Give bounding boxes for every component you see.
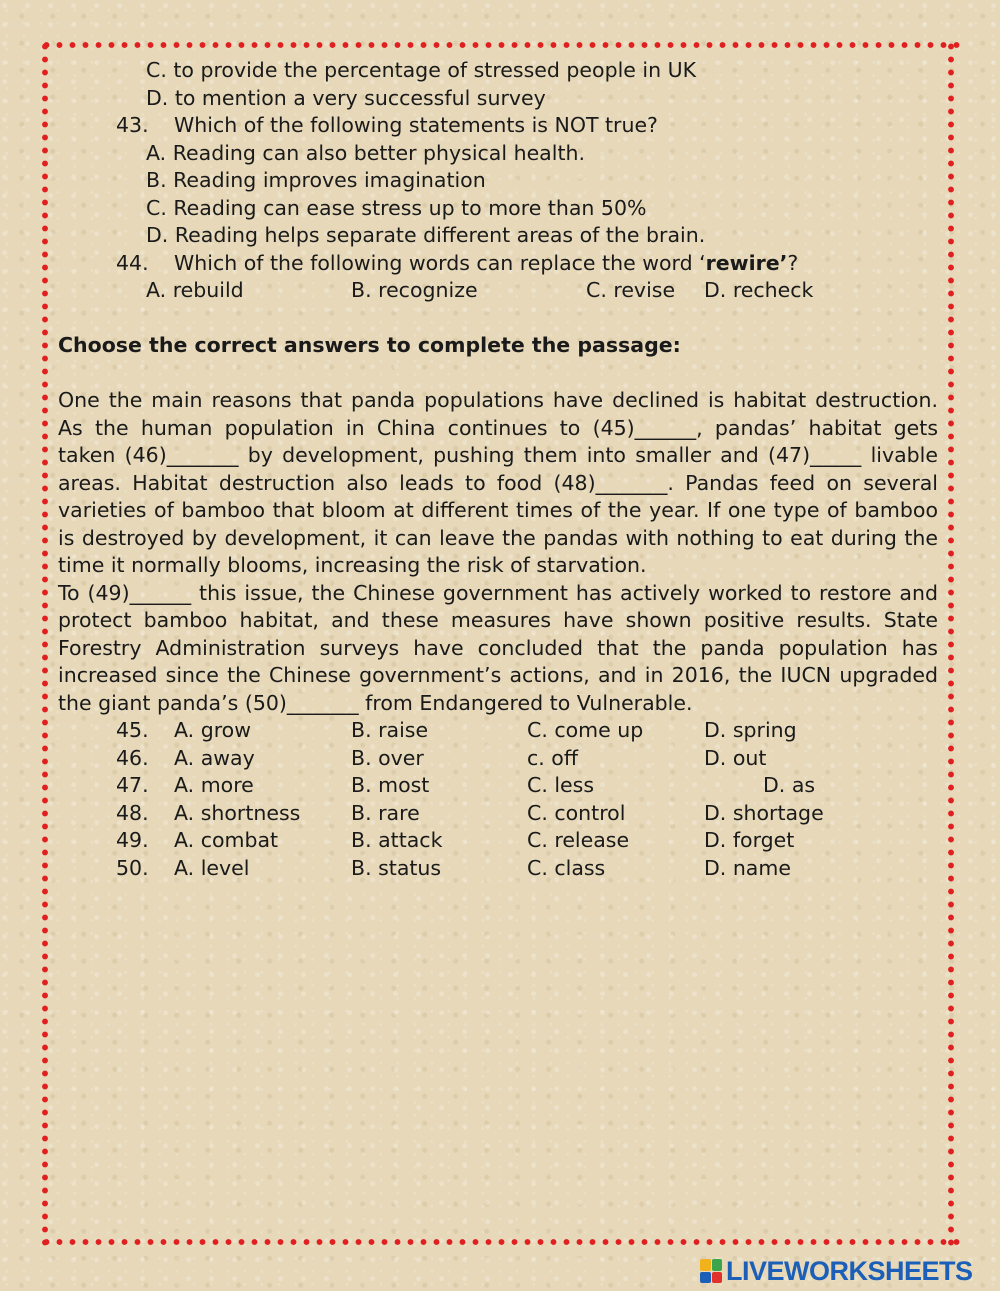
answer-number: 50. <box>116 855 149 880</box>
answer-row <box>58 827 938 855</box>
q43-number: 43. <box>116 113 149 137</box>
q44-number: 44. <box>116 250 149 275</box>
answer-option-a: A. more <box>174 773 254 797</box>
dotted-border-right <box>946 40 956 1248</box>
answer-option-b: B. raise <box>351 718 429 742</box>
answer-option-c: C. less <box>527 773 595 797</box>
answer-option-c: C. release <box>527 828 630 852</box>
answer-number: 49. <box>116 828 149 852</box>
liveworksheets-logo <box>700 1256 973 1286</box>
answer-option-a: A. level <box>174 855 250 880</box>
q43-option-b: B. Reading improves imagination <box>146 168 486 192</box>
worksheet-content <box>58 57 938 882</box>
answer-option-c: C. class <box>527 855 606 880</box>
section-heading: Choose the correct answers to complete the passage: <box>58 333 681 357</box>
answer-option-a: A. shortness <box>174 800 301 825</box>
passage-paragraph-1: One the main reasons that panda populations have declined is habitat destruction. As the human population in China continues to (45)______, pandas’ habitat gets taken (46)_______ by development, pushing them into smaller and (47)_____ livable areas. Habitat destruction also leads to food (48)_______. Pandas feed on several varieties of bamboo that bloom at different times of the year. If one type of bamboo is destroyed by development, it can leave the pandas with nothing to eat during the time it normally blooms, increasing the risk of starvation. <box>58 388 938 577</box>
q43-text: Which of the following statements is NOT true? <box>174 113 658 137</box>
q43-option-a: A. Reading can also better physical health. <box>146 140 585 165</box>
liveworksheets-logo-text: LIVEWORKSHEETS <box>726 1255 973 1286</box>
q44-question <box>58 250 938 278</box>
q44-options-row <box>58 277 938 305</box>
liveworksheets-logo-icon <box>700 1259 722 1283</box>
answer-number: 47. <box>116 773 149 797</box>
answer-row <box>58 800 938 828</box>
answer-option-c: C. control <box>527 800 626 825</box>
answer-option-a: A. grow <box>174 718 251 742</box>
reading-passage <box>58 387 938 717</box>
q43-question <box>58 112 938 140</box>
q44-text-end: ? <box>787 250 799 275</box>
answer-row <box>58 745 938 773</box>
q42-option-d: D. to mention a very successful survey <box>146 85 546 110</box>
answer-option-c: c. off <box>527 745 578 770</box>
q42-option-c: C. to provide the percentage of stressed people in UK <box>146 58 697 82</box>
dotted-border-left <box>40 40 50 1248</box>
answer-row <box>58 855 938 883</box>
q43-option-d: D. Reading helps separate different areas of the brain. <box>146 223 706 247</box>
q44-text: Which of the following words can replace the word ‘ <box>174 250 706 275</box>
answer-option-b: B. over <box>351 745 424 770</box>
q44-option-a: A. rebuild <box>146 278 244 302</box>
dotted-border-bottom <box>40 1237 960 1247</box>
passage-paragraph-2: To (49)______ this issue, the Chinese government has actively worked to restore and protect bamboo habitat, and these measures have shown positive results. State Forestry Administration surveys have concluded that the panda population has increased since the Chinese government’s actions, and in 2016, the IUCN upgraded the giant panda’s (50)_______ from Endangered to Vulnerable. <box>58 580 938 715</box>
answer-number: 48. <box>116 800 149 825</box>
q44-keyword: rewire’ <box>705 250 788 275</box>
answer-option-d: D. out <box>704 745 767 770</box>
answer-option-b: B. attack <box>351 828 443 852</box>
answer-option-a: A. combat <box>174 828 279 852</box>
answer-option-d: D. as <box>763 773 816 797</box>
answer-option-b: B. most <box>351 773 430 797</box>
answer-number: 45. <box>116 718 149 742</box>
answer-row <box>58 717 938 745</box>
answer-option-b: B. status <box>351 855 442 880</box>
answer-option-b: B. rare <box>351 800 420 825</box>
answer-options-table <box>58 717 938 882</box>
q43-option-c: C. Reading can ease stress up to more than 50% <box>146 195 647 220</box>
answer-number: 46. <box>116 745 149 770</box>
answer-option-c: C. come up <box>527 718 644 742</box>
q44-option-c: C. revise <box>586 278 676 302</box>
answer-option-d: D. name <box>704 855 791 880</box>
dotted-border-top <box>40 40 960 50</box>
answer-option-d: D. forget <box>704 828 795 852</box>
answer-option-d: D. shortage <box>704 800 824 825</box>
answer-option-a: A. away <box>174 745 255 770</box>
answer-row <box>58 772 938 800</box>
answer-option-d: D. spring <box>704 718 797 742</box>
q44-option-b: B. recognize <box>351 278 478 302</box>
q44-option-d: D. recheck <box>704 278 814 302</box>
